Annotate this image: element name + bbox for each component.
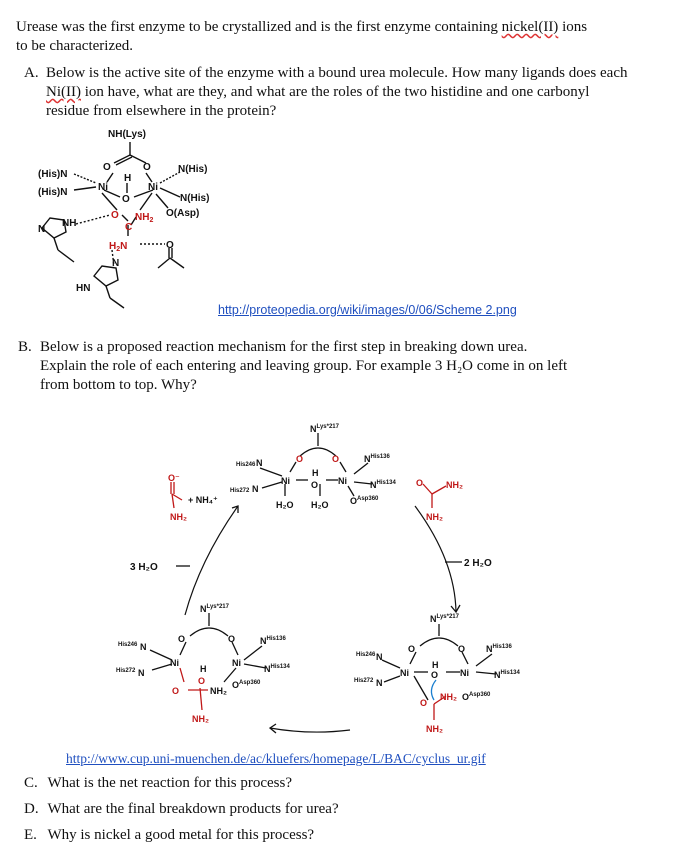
n136-br: $N^{His136}$ (486, 644, 512, 654)
urea-nh2: $NH_2$ (135, 212, 154, 224)
asp-br: $O^{Asp360}$ (462, 692, 491, 702)
o-bl-c: O (172, 686, 180, 696)
imid2-hn: HN (76, 283, 91, 294)
o-top-a: O (296, 454, 304, 464)
cup-link[interactable]: http://www.cup.uni-muenchen.de/ac/kluefers/homepage/L/BAC/cyclus_ur.gif (66, 751, 486, 766)
nh2-left: NH₂ (170, 512, 187, 522)
intro-text-3: to be characterized. (16, 38, 134, 54)
his272-br: His272 (354, 678, 374, 684)
lys-top: $N^{Lys*217}$ (310, 424, 339, 434)
nh2-right-b: NH₂ (426, 512, 443, 522)
intro-text-1: Urease was the first enzyme to be crystallized and is the first enzyme containing (16, 19, 502, 35)
h-bl: H (200, 664, 207, 674)
his246-bl: His246 (118, 642, 138, 648)
o-br-a: O (408, 644, 416, 654)
o-top-left: O (103, 162, 111, 173)
his-left-2: (His)N (38, 187, 68, 198)
n272-top: N (252, 484, 259, 494)
h-top: H (312, 468, 319, 478)
h2o-b: H₂O (311, 500, 329, 510)
ni-word: Ni(II) (46, 84, 81, 100)
ni-right: Ni (148, 182, 158, 193)
three-h2o: 3 H₂O (130, 562, 158, 573)
question-a-text-2: ion have, what are they, and what are the roles of the two histidine and one carbonyl residue from elsewhere in the protein? (46, 84, 590, 119)
nh2-bl: NH₂ (210, 686, 227, 696)
o-top-b: O (332, 454, 340, 464)
n246-br: N (376, 652, 383, 662)
asp-bl: $O^{Asp360}$ (232, 680, 261, 690)
ni-br-b: Ni (460, 668, 469, 678)
o-bridge: O (122, 194, 130, 205)
ni-top-a: Ni (281, 476, 290, 486)
nh2-bl-bottom: NH₂ (192, 714, 209, 724)
n272-br: N (376, 678, 383, 688)
asp-label: O(Asp) (166, 208, 200, 219)
ni-bl-b: Ni (232, 658, 241, 668)
question-b-line3: from bottom to top. Why? (40, 377, 197, 393)
question-e (24, 827, 314, 844)
n246-top: N (256, 458, 263, 468)
n272-bl: N (138, 668, 145, 678)
proteopedia-link[interactable]: http://proteopedia.org/wiki/images/0/06/Scheme 2.png (218, 303, 517, 317)
lys-br: $N^{Lys*217}$ (430, 614, 459, 624)
n136-top: $N^{His136}$ (364, 454, 390, 464)
intro-text-2: ions (558, 19, 588, 35)
his272-top: His272 (230, 488, 250, 494)
question-b-line1: Below is a proposed reaction mechanism for the first step in breaking down urea. (40, 339, 528, 355)
urea-c: C (125, 222, 133, 233)
question-c-label: C. (24, 775, 38, 791)
imid1-nh: NH (62, 218, 77, 229)
his-right-2: N(His) (180, 193, 210, 204)
o-br-urea: O (420, 698, 428, 708)
lys-label: NH(Lys) (108, 129, 146, 140)
h-br: H (432, 660, 439, 670)
question-d (24, 801, 339, 818)
question-a-label: A. (24, 65, 39, 81)
o-bl-bridge: O (198, 676, 206, 686)
urea-h2n: $H_2N$ (109, 241, 128, 253)
question-d-text: What are the final breakdown products for urea? (47, 801, 339, 817)
o-right-urea: O (416, 478, 424, 488)
o-top-right: O (143, 162, 151, 173)
n246-bl: N (140, 642, 147, 652)
carbonyl-o: O (166, 240, 174, 251)
nh4-left: + NH₄⁺ (188, 495, 218, 505)
his-right-1: N(His) (178, 164, 208, 175)
h-bridge: H (124, 173, 132, 184)
ni-bl-a: Ni (170, 658, 179, 668)
two-h2o: 2 H₂O (464, 558, 492, 569)
question-a-text-1: Below is the active site of the enzyme with a bound urea molecule. How many ligands does each (46, 65, 628, 81)
o-bl-a: O (178, 634, 186, 644)
imid2-n: N (112, 258, 120, 269)
his272-bl: His272 (116, 668, 136, 674)
o-br-bridge: O (431, 670, 439, 680)
his-left-1: (His)N (38, 169, 68, 180)
question-c-text: What is the net reaction for this process? (47, 775, 292, 791)
question-b-line2: Explain the role of each entering and leaving group. For example 3 H₂O come in on left (40, 358, 568, 374)
imid1-n: N (38, 224, 46, 235)
o-top-bridge: O (311, 480, 319, 490)
question-c (24, 775, 292, 792)
question-d-label: D. (24, 801, 39, 817)
asp-top: $O^{Asp360}$ (350, 496, 379, 506)
nh2-br-a: NH₂ (440, 692, 457, 702)
o-bl-b: O (228, 634, 236, 644)
his246-top: His246 (236, 462, 256, 468)
ni-br-a: Ni (400, 668, 409, 678)
n134-bl: $N^{His134}$ (264, 664, 290, 674)
intro-paragraph (16, 18, 676, 56)
n134-br: $N^{His134}$ (494, 670, 520, 680)
question-b-label: B. (18, 339, 32, 355)
question-a (24, 64, 636, 121)
urea-o: O (111, 210, 119, 221)
question-b (18, 338, 660, 395)
question-e-label: E. (24, 827, 37, 843)
question-e-text: Why is nickel a good metal for this process? (47, 827, 315, 843)
nh2-right-a: NH₂ (446, 480, 463, 490)
his246-br: His246 (356, 652, 376, 658)
nickel-word: nickel(II) (501, 19, 559, 35)
o-br-b: O (458, 644, 466, 654)
o-minus-left: O⁻ (168, 473, 180, 483)
lys-bl: $N^{Lys*217}$ (200, 604, 229, 614)
nh2-br-b: NH₂ (426, 724, 443, 734)
ni-left: Ni (98, 182, 108, 193)
n136-bl: $N^{His136}$ (260, 636, 286, 646)
n134-top: $N^{His134}$ (370, 480, 396, 490)
h2o-a: H₂O (276, 500, 294, 510)
ni-top-b: Ni (338, 476, 347, 486)
